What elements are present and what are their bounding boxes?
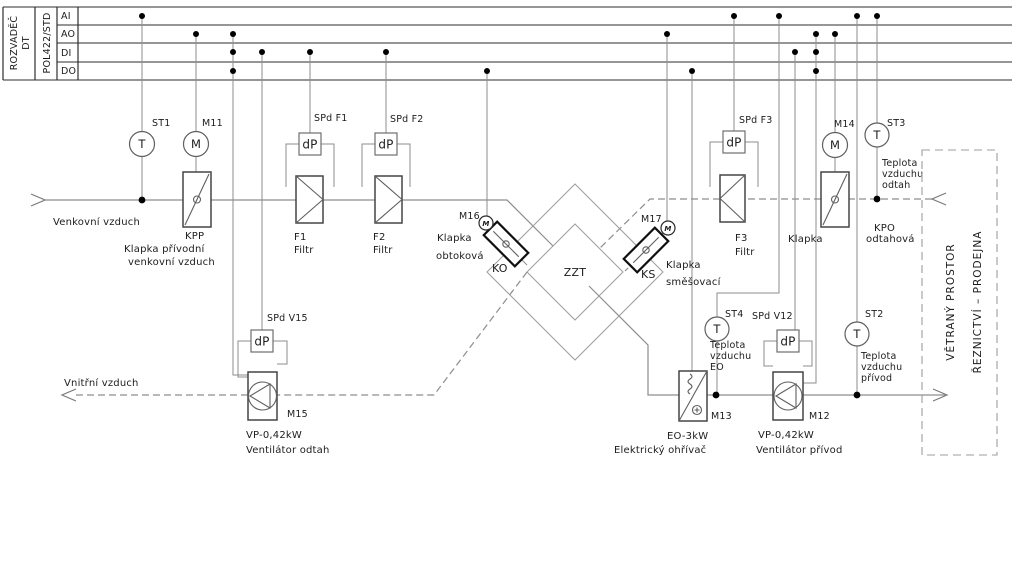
ks-label: KS	[641, 268, 656, 281]
kpp-label: KPP	[185, 231, 205, 242]
spd-f3-tag: SPd F3	[739, 115, 773, 126]
m16-letter: M	[482, 220, 490, 228]
m13-power-label: EO-3kW	[667, 431, 709, 442]
mixing-label-1: Klapka	[666, 260, 701, 271]
v12-dp-symbol: dP	[780, 334, 796, 349]
f1-filtr-label: Filtr	[294, 245, 314, 256]
io-row-do: DO	[61, 66, 77, 77]
st4-desc-2: vzduchu	[710, 351, 752, 362]
st1-symbol: T	[138, 137, 146, 151]
f3-label: F3	[735, 233, 748, 244]
kpp-desc-2: venkovní vzduch	[128, 257, 215, 268]
zzt-label: ZZT	[563, 266, 587, 279]
st4-desc-3: EO	[710, 362, 724, 373]
m11-tag: M11	[202, 118, 223, 129]
room-boundary	[922, 150, 997, 455]
filter-f3	[720, 115, 773, 258]
cabinet-title-line1: ROZVADĚČ	[9, 15, 20, 71]
io-row-di: DI	[61, 48, 72, 59]
m12-desc-label: Ventilátor přívod	[756, 445, 843, 456]
st4-tag: ST4	[725, 309, 744, 320]
m11-symbol: M	[190, 137, 202, 151]
sensor-st1	[130, 118, 171, 157]
supply-fan-m12	[752, 311, 843, 456]
st1-tag: ST1	[152, 118, 171, 129]
m16-tag: M16	[459, 211, 480, 222]
outdoor-air-label: Venkovní vzduch	[53, 217, 141, 228]
f1-dp-symbol: dP	[302, 137, 318, 152]
spd-f2-tag: SPd F2	[390, 114, 424, 125]
room-label-2: ŘEZNICTVÍ – PRODEJNA	[972, 230, 984, 374]
m17-letter: M	[664, 225, 672, 233]
kpo-desc-label: odtahová	[866, 234, 915, 245]
room-label-1: VĚTRANÝ PROSTOR	[945, 243, 957, 361]
st4-symbol: T	[713, 322, 721, 336]
electric-heater-m13	[614, 371, 732, 456]
m15-desc-label: Ventilátor odtah	[246, 445, 330, 456]
st3-desc-3: odtah	[882, 180, 911, 191]
st3-tag: ST3	[887, 118, 906, 129]
indoor-air-label: Vnitřní vzduch	[64, 378, 139, 389]
cabinet-title-line2: DT	[21, 36, 32, 50]
f3-filtr-label: Filtr	[735, 247, 755, 258]
m12-tag: M12	[809, 411, 830, 422]
bypass-label-2: obtoková	[436, 251, 484, 262]
st2-desc-1: Teplota	[861, 351, 897, 362]
kpo-damper-label: Klapka	[788, 234, 823, 245]
mixing-label-2: směšovací	[666, 277, 721, 288]
m15-power-label: VP-0,42kW	[246, 430, 303, 441]
sensor-st2	[845, 309, 902, 384]
m15-tag: M15	[287, 409, 308, 420]
f1-label: F1	[294, 232, 307, 243]
io-row-ai: AI	[61, 11, 71, 22]
ko-label: KO	[492, 262, 508, 275]
bypass-label-1: Klapka	[437, 233, 472, 244]
io-row-ao: AO	[61, 29, 76, 40]
controller-type: POL422/STD	[42, 12, 53, 74]
kpp-desc-1: Klapka přívodní	[124, 244, 205, 255]
st4-desc-1: Teplota	[710, 340, 746, 351]
filter-f1	[294, 113, 348, 256]
m14-symbol: M	[829, 138, 841, 152]
st2-desc-2: vzduchu	[861, 362, 903, 373]
mixing-damper-ks	[624, 214, 722, 288]
st3-symbol: T	[873, 128, 881, 142]
filter-f2	[373, 114, 424, 256]
spd-f1-tag: SPd F1	[314, 113, 348, 124]
f2-dp-symbol: dP	[378, 137, 394, 152]
m13-desc-label: Elektrický ohřívač	[614, 445, 707, 456]
m12-power-label: VP-0,42kW	[758, 430, 815, 441]
st2-tag: ST2	[865, 309, 884, 320]
st2-desc-3: přívod	[861, 373, 893, 384]
f3-dp-symbol: dP	[726, 135, 742, 150]
f2-label: F2	[373, 232, 386, 243]
st3-desc-2: vzduchu	[882, 169, 924, 180]
sensor-st3	[865, 118, 923, 191]
m17-tag: M17	[641, 214, 662, 225]
io-bus	[3, 7, 1012, 80]
kpo-label: KPO	[874, 223, 896, 234]
m14-tag: M14	[834, 119, 855, 130]
m13-tag: M13	[711, 411, 732, 422]
v15-dp-symbol: dP	[254, 334, 270, 349]
sensor-st4	[705, 309, 751, 373]
spd-v15-tag: SPd V15	[267, 313, 308, 324]
bypass-damper-ko	[436, 211, 528, 275]
f2-filtr-label: Filtr	[373, 245, 393, 256]
st3-desc-1: Teplota	[882, 158, 918, 169]
exhaust-fan-m15	[246, 313, 330, 456]
st2-symbol: T	[853, 327, 861, 341]
spd-v12-tag: SPd V12	[752, 311, 793, 322]
